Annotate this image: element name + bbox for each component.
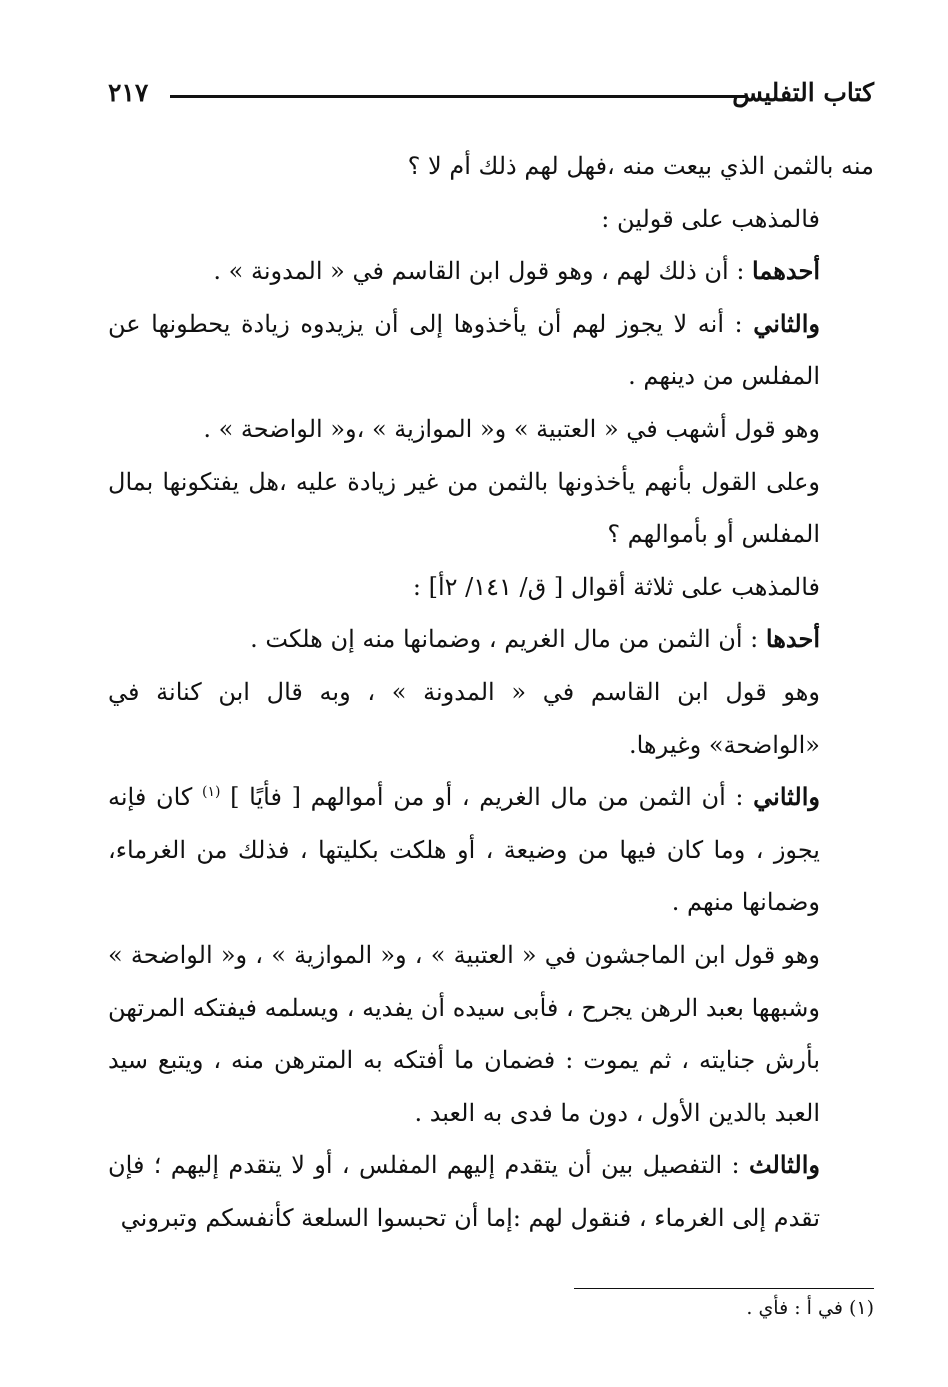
- page-number: ٢١٧: [108, 78, 149, 107]
- paragraph: [108, 140, 874, 193]
- paragraph-lead-word: والثاني: [753, 308, 820, 338]
- paragraph: [108, 456, 874, 561]
- paragraph-lead-word: والثالث: [748, 1150, 820, 1180]
- paragraph-text: وهو قول ابن الماجشون في « العتبية » ، و« الموازية » ، و« الواضحة » وشبهها بعبد الرهن يجرح ، فأبى سيده أن يفديه ، ويسلمه فيفتكه المرتهن بأرش جنايته ، ثم يموت : فضمان ما أفتكه به المترهن منه ، ويتبع سيد العبد بالدين الأول ، دون ما فدى به العبد .: [108, 940, 820, 1127]
- paragraph-text: وهو قول ابن القاسم في « المدونة » ، وبه قال ابن كنانة في «الواضحة» وغيرها.: [108, 677, 820, 759]
- footnote-reference: (١): [202, 784, 221, 801]
- paragraph: [108, 771, 874, 929]
- paragraph-lead-word: والثاني: [753, 782, 820, 812]
- paragraph-text: : أن الثمن من مال الغريم ، أو من أموالهم [ فأيًا ]: [230, 783, 744, 812]
- header-rule: [170, 95, 746, 98]
- paragraph-text: فالمذهب على ثلاثة أقوال [ ق/ ١٤١/ ٢أ] :: [412, 572, 820, 601]
- paragraph-text: : أن ذلك لهم ، وهو قول ابن القاسم في « المدونة » .: [213, 257, 745, 286]
- paragraph-text: : أن الثمن من مال الغريم ، وضمانها منه إن هلكت .: [250, 625, 759, 654]
- footnote-rule: [574, 1288, 874, 1289]
- running-title: كتاب التفليس: [732, 78, 874, 107]
- footnote: (١) في أ : فأي .: [746, 1297, 874, 1319]
- paragraph: [108, 1139, 874, 1244]
- paragraph: [108, 193, 874, 246]
- paragraph-lead-word: أحدها: [765, 624, 820, 654]
- paragraph-text: : التفصيل بين أن يتقدم إليهم المفلس ، أو لا يتقدم إليهم ؛ فإن تقدم إلى الغرماء ، فنقول لهم :إما أن تحبسوا السلعة كأنفسكم وتبروني: [108, 1151, 820, 1232]
- paragraph-text: وهو قول أشهب في « العتبية » و« الموازية » ،و« الواضحة » .: [203, 414, 820, 443]
- paragraph-text: وعلى القول بأنهم يأخذونها بالثمن من غير زيادة عليه ،هل يفتكونها بمال المفلس أو بأموالهم ؟: [108, 467, 820, 549]
- paragraph: [108, 245, 874, 298]
- paragraph: [108, 929, 874, 1139]
- page-header: [108, 78, 874, 114]
- paragraph: [108, 561, 874, 614]
- paragraph-text: منه بالثمن الذي بيعت منه ،فهل لهم ذلك أم لا ؟: [407, 152, 874, 180]
- paragraph-text: فالمذهب على قولين :: [601, 204, 820, 233]
- paragraph: [108, 298, 874, 403]
- paragraph: [108, 403, 874, 456]
- paragraph-text: : أنه لا يجوز لهم أن يأخذوها إلى أن يزيدوه زيادة يحطونها عن المفلس من دينهم .: [108, 309, 820, 391]
- paragraph-text-continued: كان فإنه يجوز ، وما كان فيها من وضيعة ، أو هلكت بكليتها ، فذلك من الغرماء، وضمانها منهم .: [108, 783, 820, 917]
- paragraph: [108, 613, 874, 666]
- paragraph-lead-word: أحدهما: [752, 256, 820, 286]
- body-text: [108, 140, 874, 1244]
- paragraph: [108, 666, 874, 771]
